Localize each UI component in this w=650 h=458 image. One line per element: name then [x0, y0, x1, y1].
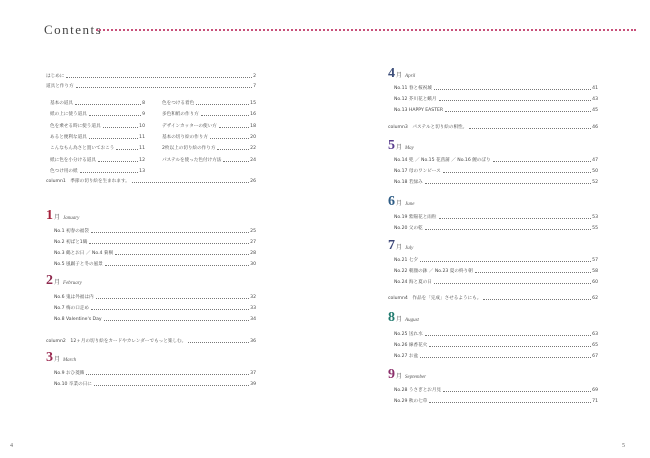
leader-dots: [94, 385, 249, 386]
leader-dots: [104, 320, 250, 321]
page-title: Contents: [44, 22, 103, 37]
month-english-name: March: [63, 358, 77, 363]
leader-dots: [425, 229, 591, 230]
toc-entry: [394, 94, 598, 102]
entry-page-number: 27: [250, 240, 256, 245]
leader-dots: [429, 402, 591, 403]
entry-title: column3 パステルと切り絵の相性。: [388, 125, 468, 130]
entry-title: No.24 海と夏の日: [394, 280, 432, 285]
entry-title: 色を乗せる時に使う道具: [50, 123, 101, 129]
entry-page-number: 65: [592, 343, 598, 348]
month-english-name: July: [405, 246, 414, 251]
entry-page-number: 33: [250, 306, 256, 311]
leader-dots: [443, 172, 591, 173]
leader-dots: [223, 161, 249, 162]
entry-page-number: 25: [250, 229, 256, 234]
leader-dots: [469, 128, 591, 129]
toc-entry: [162, 155, 256, 163]
column-entry: [388, 293, 598, 301]
entry-title: No.17 母のワンピース: [394, 169, 441, 174]
month-heading: [46, 208, 79, 224]
entry-title: あると便利な道具: [50, 134, 87, 140]
month-number: 5: [388, 138, 395, 153]
entry-page-number: 28: [250, 251, 256, 256]
entry-title: 紙の上に使う道具: [50, 112, 87, 118]
entry-title: No.20 父の乾: [394, 226, 423, 231]
entry-page-number: 24: [250, 157, 256, 163]
toc-entry: [54, 314, 256, 322]
toc-entry: [46, 71, 256, 79]
entry-page-number: 58: [592, 269, 598, 274]
toc-entry: [54, 292, 256, 300]
month-number: 2: [46, 273, 53, 288]
leader-dots: [420, 357, 591, 358]
entry-title: No.12 芥川花と蛾月: [394, 97, 437, 102]
toc-entry: [394, 177, 598, 185]
month-english-name: June: [405, 202, 415, 207]
entry-page-number: 39: [250, 382, 256, 387]
entry-title: 基本の道具: [50, 101, 73, 106]
entry-page-number: 16: [250, 112, 256, 118]
column-entry: [46, 176, 256, 184]
toc-entry: [54, 368, 256, 376]
entry-title: No.2 初ばと1鶴: [54, 240, 88, 245]
toc-entry: [162, 132, 256, 140]
toc-entry: [50, 143, 145, 151]
entry-page-number: 32: [250, 295, 256, 300]
month-kanji: 月: [54, 214, 61, 221]
toc-entry: [50, 109, 145, 117]
leader-dots: [66, 77, 252, 78]
leader-dots: [201, 115, 249, 116]
leader-dots: [434, 283, 591, 284]
leader-dots: [80, 172, 139, 173]
entry-page-number: 63: [592, 332, 598, 337]
month-heading: [388, 138, 414, 154]
month-heading: [388, 367, 426, 383]
toc-entry: [162, 143, 256, 151]
entry-page-number: 11: [139, 134, 145, 140]
entry-page-number: 52: [592, 180, 598, 185]
month-number: 7: [388, 238, 395, 253]
entry-page-number: 2: [253, 74, 256, 79]
month-heading: [388, 238, 413, 254]
entry-title: No.19 紫陽花と雨粒: [394, 215, 437, 220]
entry-page-number: 30: [250, 262, 256, 267]
leader-dots: [105, 265, 249, 266]
leader-dots: [475, 272, 591, 273]
entry-page-number: 11: [139, 146, 145, 152]
entry-page-number: 60: [592, 280, 598, 285]
leader-dots: [98, 161, 138, 162]
decorative-stitch-line: [96, 29, 636, 31]
leader-dots: [420, 261, 591, 262]
leader-dots: [76, 87, 252, 88]
leader-dots: [89, 243, 249, 244]
toc-entry: [394, 83, 598, 91]
toc-entry: [162, 109, 256, 117]
toc-entry: [162, 121, 256, 129]
leader-dots: [89, 115, 141, 116]
entry-page-number: 57: [592, 258, 598, 263]
toc-entry: [394, 396, 598, 404]
entry-title: column1 季節の切り絵を生まれます。: [46, 179, 130, 184]
column-entry: [388, 122, 598, 130]
month-number: 3: [46, 350, 53, 365]
entry-page-number: 8: [142, 101, 145, 106]
month-kanji: 月: [396, 72, 403, 79]
month-english-name: August: [405, 318, 419, 323]
entry-title: こんなもん為さと置いておこう: [50, 146, 115, 152]
toc-entry: [54, 248, 256, 256]
entry-title: 色をつける着色: [162, 101, 195, 106]
entry-title: No.5 風踊子と冬の風景: [54, 262, 103, 267]
leader-dots: [425, 183, 591, 184]
entry-page-number: 50: [592, 169, 598, 174]
toc-entry: [54, 259, 256, 267]
month-number: 8: [388, 310, 395, 325]
entry-page-number: 62: [592, 296, 598, 301]
entry-title: はじめに: [46, 74, 65, 79]
toc-entry: [394, 223, 598, 231]
month-kanji: 月: [396, 316, 403, 323]
toc-entry: [50, 121, 145, 129]
left-page-number: 4: [10, 443, 13, 449]
toc-entry: [394, 105, 598, 113]
entry-title: 色つけ用の紙: [50, 168, 78, 174]
leader-dots: [429, 346, 591, 347]
toc-entry: [394, 340, 598, 348]
entry-title: No.27 お盆: [394, 354, 419, 359]
entry-title: No.1 初春の福袋: [54, 229, 89, 234]
entry-title: No.22 朝顔の鉢 ／ No.23 夏の終り朝: [394, 269, 473, 274]
entry-page-number: 15: [250, 101, 256, 106]
leader-dots: [217, 149, 249, 150]
toc-entry: [394, 351, 598, 359]
toc-entry: [394, 155, 598, 163]
month-english-name: February: [63, 281, 82, 286]
right-page-number: 5: [622, 443, 625, 449]
entry-title: 道具と作り方: [46, 84, 74, 89]
leader-dots: [86, 374, 249, 375]
entry-page-number: 55: [592, 226, 598, 231]
entry-page-number: 26: [250, 179, 256, 184]
entry-title: column2 12ヶ月の切り絵をカードやカレンダーでもっと楽しむ。: [46, 339, 187, 344]
entry-page-number: 71: [592, 399, 598, 404]
entry-title: パステルを使った色付け方法: [162, 157, 222, 163]
toc-entry: [394, 385, 598, 393]
entry-title: No.28 うさぎとお月見: [394, 388, 442, 393]
entry-title: No.3 鶴とお日 ／ No.4 菊桐: [54, 251, 114, 256]
entry-page-number: 36: [250, 339, 256, 344]
leader-dots: [483, 299, 591, 300]
month-kanji: 月: [396, 244, 403, 251]
entry-title: No.13 HAPPY EASTER: [394, 108, 444, 113]
entry-page-number: 37: [250, 371, 256, 376]
entry-page-number: 46: [592, 125, 598, 130]
leader-dots: [425, 335, 591, 336]
entry-title: No.26 線香花火: [394, 343, 428, 348]
leader-dots: [439, 100, 592, 101]
entry-title: No.11 春と桜祝城: [394, 86, 432, 91]
entry-page-number: 12: [139, 157, 145, 163]
entry-title: column4 作品を「完成」させるようにも。: [388, 296, 482, 301]
toc-entry: [50, 98, 145, 106]
entry-page-number: 22: [250, 146, 256, 152]
toc-entry: [394, 277, 598, 285]
toc-entry: [50, 166, 145, 174]
entry-title: No.25 送れ水: [394, 332, 423, 337]
entry-page-number: 34: [250, 317, 256, 322]
leader-dots: [443, 391, 591, 392]
leader-dots: [434, 89, 591, 90]
entry-page-number: 13: [139, 168, 145, 174]
month-english-name: April: [405, 74, 416, 79]
month-english-name: September: [405, 375, 427, 380]
leader-dots: [132, 182, 249, 183]
leader-dots: [115, 254, 249, 255]
entry-title: No.14 兜 ／ No.15 花菖蒲 ／ No.16 鯉のぼり: [394, 158, 491, 163]
entry-title: No.21 七夕: [394, 258, 419, 263]
leader-dots: [219, 127, 249, 128]
leader-dots: [91, 309, 249, 310]
leader-dots: [188, 342, 249, 343]
leader-dots: [445, 111, 591, 112]
month-heading: [388, 66, 415, 82]
entry-page-number: 45: [592, 108, 598, 113]
entry-title: 基本の切り絵の作り方: [162, 134, 208, 140]
month-number: 1: [46, 208, 53, 223]
entry-title: No.7 梅の口走め: [54, 306, 89, 311]
toc-entry: [46, 81, 256, 89]
entry-title: デザインカッターの使い方: [162, 123, 217, 129]
entry-page-number: 67: [592, 354, 598, 359]
month-heading: [388, 310, 419, 326]
toc-entry: [394, 266, 598, 274]
entry-page-number: 41: [592, 86, 598, 91]
entry-page-number: 43: [592, 97, 598, 102]
month-kanji: 月: [396, 200, 403, 207]
toc-entry: [54, 237, 256, 245]
entry-page-number: 20: [250, 134, 256, 140]
entry-page-number: 69: [592, 388, 598, 393]
column-entry: [46, 336, 256, 344]
toc-entry: [162, 98, 256, 106]
leader-dots: [91, 232, 249, 233]
month-kanji: 月: [54, 279, 61, 286]
leader-dots: [439, 218, 592, 219]
leader-dots: [75, 104, 141, 105]
leader-dots: [89, 138, 138, 139]
entry-title: No.6 鬼は外福は内: [54, 295, 94, 300]
month-heading: [46, 350, 76, 366]
month-heading: [46, 273, 82, 289]
month-heading: [388, 194, 414, 210]
entry-title: No.29 秋の七草: [394, 399, 428, 404]
entry-title: No.8 Valentine's Day: [54, 317, 102, 322]
entry-title: 2枚以上の切り絵の作り方: [162, 146, 216, 152]
entry-title: No.10 卒業の日に: [54, 382, 92, 387]
toc-entry: [394, 212, 598, 220]
leader-dots: [493, 161, 592, 162]
leader-dots: [210, 138, 249, 139]
entry-page-number: 10: [139, 123, 145, 129]
entry-page-number: 9: [142, 112, 145, 118]
leader-dots: [103, 127, 139, 128]
month-english-name: May: [405, 146, 414, 151]
toc-entry: [394, 255, 598, 263]
entry-title: No.18 若緑み: [394, 180, 423, 185]
leader-dots: [96, 298, 250, 299]
entry-page-number: 53: [592, 215, 598, 220]
month-number: 6: [388, 194, 395, 209]
toc-entry: [50, 132, 145, 140]
month-kanji: 月: [396, 373, 403, 380]
toc-entry: [54, 226, 256, 234]
month-number: 4: [388, 66, 395, 81]
month-number: 9: [388, 367, 395, 382]
month-english-name: January: [63, 216, 80, 221]
toc-entry: [394, 166, 598, 174]
entry-page-number: 47: [592, 158, 598, 163]
entry-title: No.9 おひ菱飾: [54, 371, 85, 376]
leader-dots: [196, 104, 249, 105]
entry-page-number: 18: [250, 123, 256, 129]
leader-dots: [116, 149, 138, 150]
entry-title: 多色和紙の作り方: [162, 112, 199, 118]
toc-entry: [54, 303, 256, 311]
month-kanji: 月: [396, 144, 403, 151]
toc-entry: [50, 155, 145, 163]
entry-page-number: 7: [253, 84, 256, 89]
month-kanji: 月: [54, 356, 61, 363]
toc-entry: [54, 379, 256, 387]
toc-entry: [394, 329, 598, 337]
entry-title: 紙に色を小分ける道具: [50, 157, 96, 163]
